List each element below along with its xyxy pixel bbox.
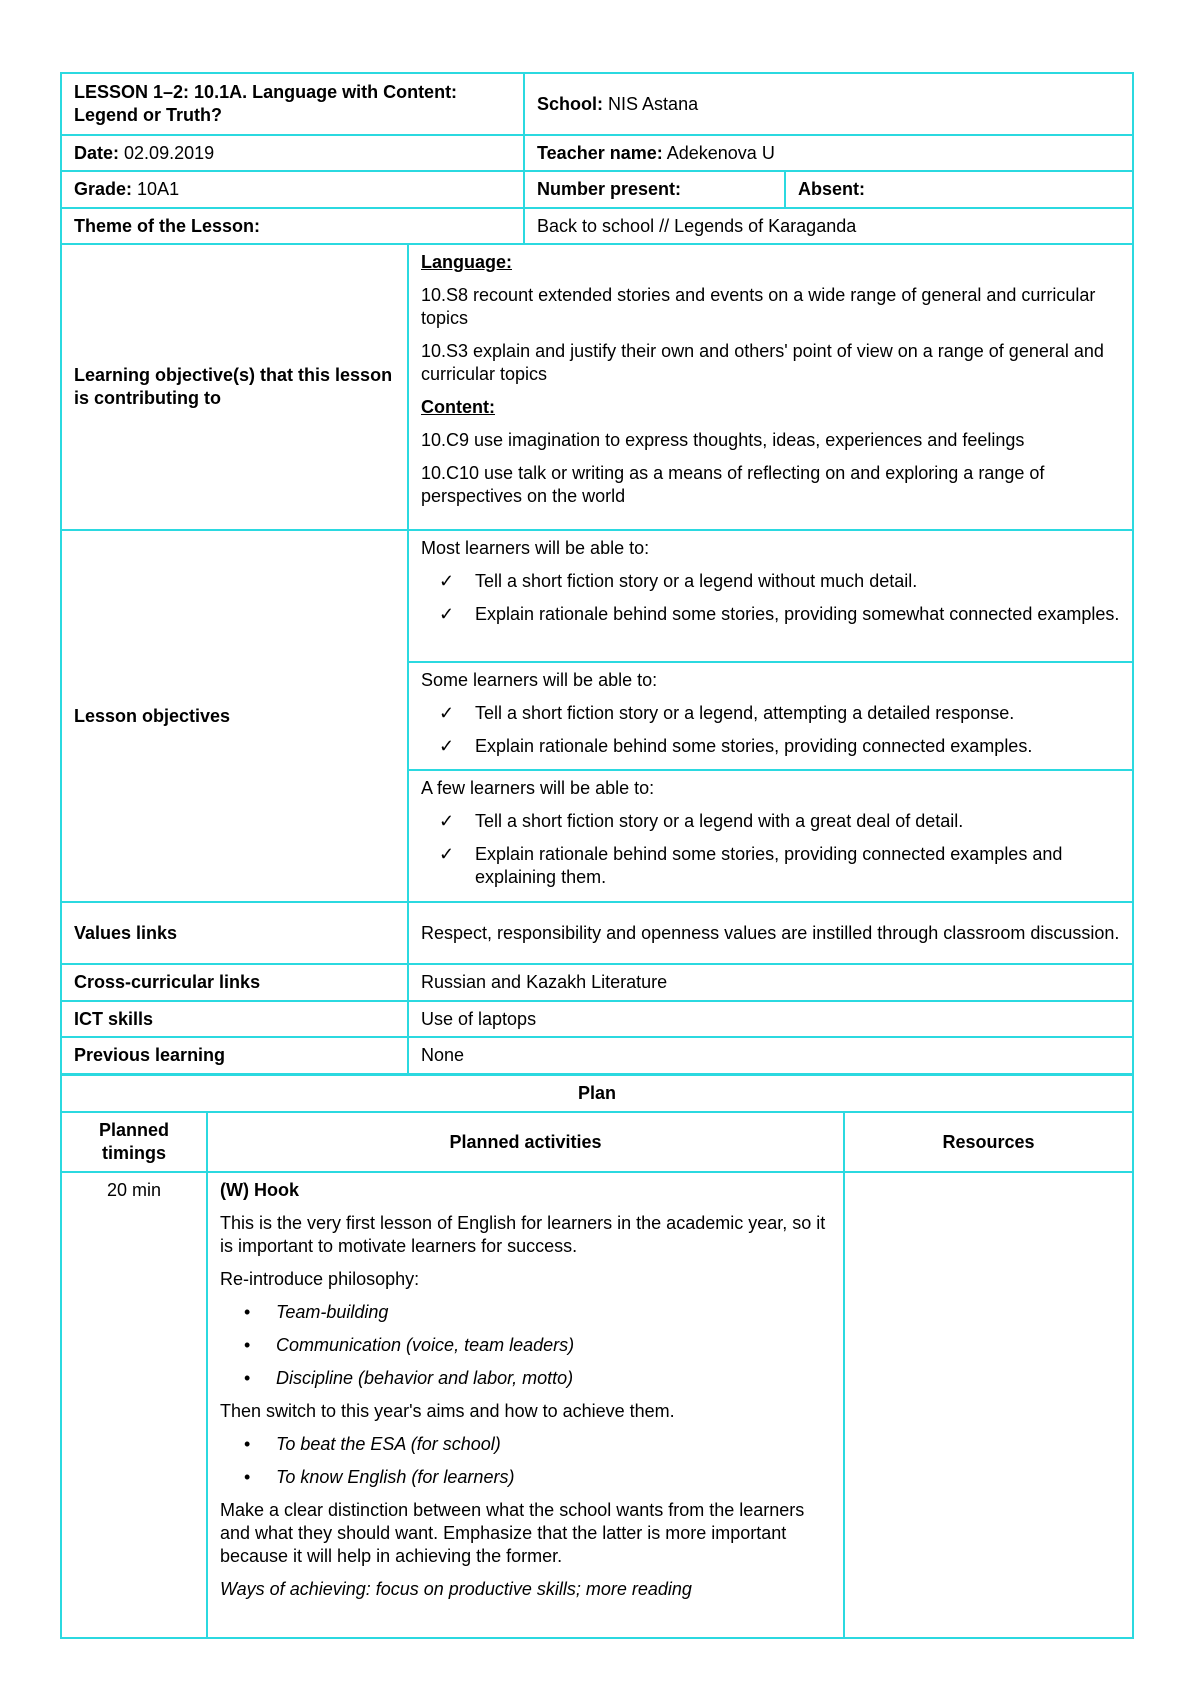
grade-value: 10A1	[137, 179, 180, 199]
philosophy-text: Communication (voice, team leaders)	[276, 1335, 575, 1355]
plan-title: Plan	[578, 1083, 617, 1103]
objective-item	[421, 603, 1120, 626]
learning-objectives-label-cell	[61, 244, 408, 530]
philosophy-text: Team-building	[276, 1302, 389, 1322]
ict-skills-label-cell	[61, 1001, 408, 1037]
cross-curricular-value-cell	[408, 964, 1133, 1001]
teacher-value: Adekenova U	[666, 142, 775, 163]
values-links-value: Respect, responsibility and openness values are instilled through classroom discussion.	[421, 922, 1120, 943]
learning-objectives-content-cell	[408, 244, 1133, 530]
lesson-objectives-group	[408, 662, 1133, 770]
school-value: NIS Astana	[608, 93, 699, 114]
activities-header: Planned activities	[449, 1131, 602, 1152]
teacher-label: Teacher name:	[537, 142, 663, 163]
col-resources-header	[844, 1112, 1133, 1172]
check-icon: ✓	[439, 703, 455, 723]
theme-value-cell	[524, 208, 1133, 244]
content-heading: Content:	[421, 397, 495, 417]
aim-item	[220, 1433, 831, 1456]
col-timings-header	[61, 1112, 207, 1172]
teacher-cell	[524, 135, 1133, 171]
lesson-title-cell	[61, 73, 524, 135]
bullet-icon: •	[244, 1434, 251, 1454]
philosophy-item	[220, 1301, 831, 1324]
check-icon: ✓	[439, 811, 455, 831]
ict-skills-value: Use of laptops	[421, 1008, 537, 1029]
school-label: School:	[537, 93, 604, 114]
bullet-icon: •	[244, 1302, 251, 1322]
content-objective: 10.C9 use imagination to express thoughts, ideas, experiences and feelings	[421, 430, 1025, 450]
grade-cell	[61, 171, 524, 208]
previous-learning-value-cell	[408, 1037, 1133, 1074]
objective-text: Tell a short fiction story or a legend with a great deal of detail.	[475, 811, 964, 831]
aim-item	[220, 1466, 831, 1489]
philosophy-item	[220, 1334, 831, 1357]
content-objective: 10.C10 use talk or writing as a means of reflecting on and exploring a range of perspectives on the world	[421, 463, 1045, 506]
language-heading: Language:	[421, 252, 513, 272]
timings-header: Planned timings	[98, 1120, 169, 1163]
timing-cell	[61, 1172, 207, 1638]
ict-skills-value-cell	[408, 1001, 1133, 1037]
activity-paragraph: Ways of achieving: focus on productive skills; more reading	[220, 1579, 692, 1599]
lesson-title: LESSON 1–2: 10.1A. Language with Content: Legend or Truth?	[74, 82, 458, 125]
bullet-icon: •	[244, 1335, 251, 1355]
cross-curricular-label: Cross-curricular links	[74, 972, 261, 992]
check-icon: ✓	[439, 571, 455, 591]
activity-paragraph: Then switch to this year's aims and how to achieve them.	[220, 1401, 675, 1421]
objective-item	[421, 843, 1120, 889]
values-links-label-cell	[61, 902, 408, 964]
check-icon: ✓	[439, 604, 455, 624]
resources-cell	[844, 1172, 1133, 1638]
date-value: 02.09.2019	[124, 142, 215, 163]
theme-label-cell	[61, 208, 524, 244]
theme-label: Theme of the Lesson:	[74, 215, 261, 236]
cross-curricular-label-cell	[61, 964, 408, 1001]
previous-learning-value: None	[421, 1045, 465, 1065]
check-icon: ✓	[439, 844, 455, 864]
activity-paragraph: This is the very first lesson of English for learners in the academic year, so it is important to motivate learners for success.	[220, 1213, 826, 1256]
objective-item	[421, 570, 1120, 593]
school-cell	[524, 73, 1133, 135]
timing-value: 20 min	[106, 1180, 162, 1200]
theme-value: Back to school // Legends of Karaganda	[537, 215, 857, 236]
aim-text: To know English (for learners)	[276, 1467, 515, 1487]
objective-group-intro: A few learners will be able to:	[421, 778, 655, 798]
lesson-objectives-label: Lesson objectives	[74, 705, 231, 726]
philosophy-text: Discipline (behavior and labor, motto)	[276, 1368, 574, 1388]
lesson-info-table	[60, 72, 1134, 1075]
language-objective: 10.S8 recount extended stories and events on a wide range of general and curricular topics	[421, 285, 1096, 328]
bullet-icon: •	[244, 1368, 251, 1388]
absent-cell	[785, 171, 1133, 208]
values-links-label: Values links	[74, 922, 178, 943]
learning-objectives-label: Learning objective(s) that this lesson is contributing to	[74, 365, 393, 408]
objective-item	[421, 735, 1120, 758]
objective-text: Tell a short fiction story or a legend without much detail.	[475, 571, 918, 591]
activity-paragraph: Re-introduce philosophy:	[220, 1269, 420, 1289]
date-label: Date:	[74, 142, 120, 163]
number-present-cell	[524, 171, 785, 208]
col-activities-header	[207, 1112, 844, 1172]
date-cell	[61, 135, 524, 171]
lesson-objectives-label-cell	[61, 530, 408, 902]
objective-text: Explain rationale behind some stories, providing somewhat connected examples.	[475, 604, 1120, 624]
activity-heading: (W) Hook	[220, 1180, 299, 1200]
objective-item	[421, 810, 1120, 833]
activity-cell	[207, 1172, 844, 1638]
activity-paragraph: Make a clear distinction between what the school wants from the learners and what they should want. Emphasize that the latter is more important because it will help in achieving the former.	[220, 1500, 805, 1566]
objective-group-intro: Most learners will be able to:	[421, 538, 650, 558]
previous-learning-label-cell	[61, 1037, 408, 1074]
absent-label: Absent:	[798, 179, 866, 199]
objective-item	[421, 702, 1120, 725]
language-objective: 10.S3 explain and justify their own and others' point of view on a range of general and curricular topics	[421, 341, 1104, 384]
objective-text: Tell a short fiction story or a legend, attempting a detailed response.	[475, 703, 1015, 723]
lesson-objectives-group	[408, 530, 1133, 662]
values-links-value-cell	[408, 902, 1133, 964]
bullet-icon: •	[244, 1467, 251, 1487]
aim-text: To beat the ESA (for school)	[276, 1434, 501, 1454]
cross-curricular-value: Russian and Kazakh Literature	[421, 972, 668, 992]
resources-header: Resources	[942, 1131, 1035, 1152]
objective-text: Explain rationale behind some stories, providing connected examples.	[475, 736, 1033, 756]
check-icon: ✓	[439, 736, 455, 756]
objective-group-intro: Some learners will be able to:	[421, 670, 658, 690]
previous-learning-label: Previous learning	[74, 1045, 226, 1065]
ict-skills-label: ICT skills	[74, 1008, 154, 1029]
philosophy-item	[220, 1367, 831, 1390]
objective-text: Explain rationale behind some stories, providing connected examples and explaining them.	[475, 844, 1063, 887]
lesson-objectives-group	[408, 770, 1133, 902]
plan-title-cell	[61, 1075, 1133, 1112]
grade-label: Grade:	[74, 179, 133, 199]
number-present-label: Number present:	[537, 179, 682, 199]
plan-table	[60, 1074, 1134, 1639]
